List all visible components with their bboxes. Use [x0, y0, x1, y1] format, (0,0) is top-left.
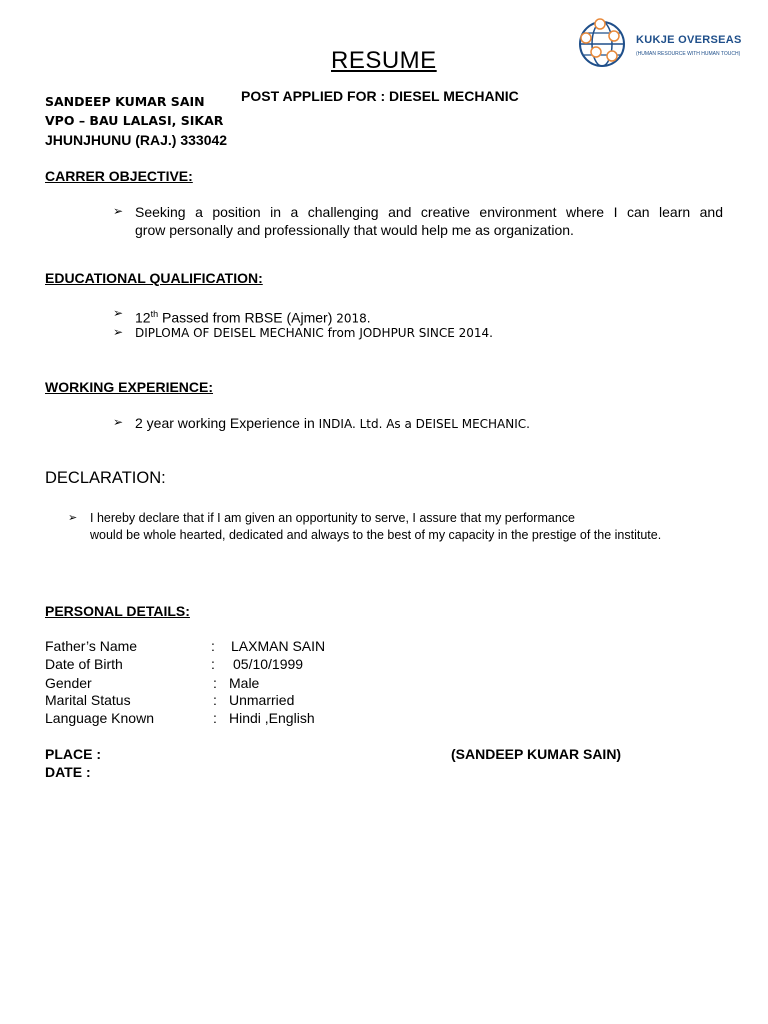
- education-item-2: [113, 325, 713, 343]
- pd-colon: :: [211, 656, 215, 672]
- pd-value-father: LAXMAN SAIN: [231, 638, 326, 654]
- logo-name: KUKJE OVERSEAS: [636, 34, 742, 46]
- experience-item: [113, 414, 713, 434]
- arrow-bullet-icon: ➢: [113, 415, 124, 429]
- education-item-1-grade: 12: [135, 309, 151, 326]
- experience-company: INDIA. Ltd. As a DEISEL MECHANIC.: [318, 417, 530, 431]
- arrow-bullet-icon: ➢: [113, 325, 124, 339]
- pd-value-dob: 05/10/1999: [233, 656, 304, 672]
- signature-name: (SANDEEP KUMAR SAIN): [451, 746, 622, 762]
- education-item-1-sup: th: [150, 309, 159, 319]
- pd-label-father: Father’s Name: [45, 638, 138, 654]
- experience-heading: WORKING EXPERIENCE:: [45, 379, 214, 395]
- education-item-2-text: DIPLOMA OF DEISEL MECHANIC from JODHPUR SINCE 2014.: [135, 326, 493, 340]
- pd-label-language: Language Known: [45, 710, 154, 726]
- globe-people-logo-icon: [576, 16, 636, 68]
- education-item-1: [113, 305, 713, 325]
- pd-label-marital: Marital Status: [45, 692, 131, 708]
- place-label: PLACE :: [45, 746, 101, 762]
- education-heading: EDUCATIONAL QUALIFICATION:: [45, 270, 263, 286]
- arrow-bullet-icon: ➢: [68, 512, 78, 524]
- career-objective-line-1: Seeking a position in a challenging and creative environment where I can learn and: [135, 204, 723, 220]
- logo-tagline: (HUMAN RESOURCE WITH HUMAN TOUCH): [636, 51, 741, 57]
- pd-value-marital: Unmarried: [229, 692, 295, 708]
- declaration-line-1: I hereby declare that if I am given an opportunity to serve, I assure that my performance: [90, 511, 575, 525]
- address-line-3: JHUNJHUNU (RAJ.) 333042: [45, 132, 228, 148]
- personal-details-heading: PERSONAL DETAILS:: [45, 603, 190, 619]
- pd-colon: :: [213, 675, 217, 691]
- career-objective-heading: CARRER OBJECTIVE:: [45, 168, 193, 184]
- declaration-line-2: would be whole hearted, dedicated and always to the best of my capacity in the prestige of the institute.: [90, 528, 662, 542]
- arrow-bullet-icon: ➢: [113, 306, 124, 320]
- candidate-name: SANDEEP KUMAR SAIN: [45, 94, 205, 109]
- pd-value-gender: Male: [229, 675, 260, 691]
- pd-colon: :: [211, 638, 215, 654]
- post-applied: POST APPLIED FOR : DIESEL MECHANIC: [241, 88, 519, 104]
- pd-label-gender: Gender: [45, 675, 92, 691]
- arrow-bullet-icon: ➢: [113, 204, 124, 218]
- pd-label-dob: Date of Birth: [45, 656, 123, 672]
- career-objective-line-2: grow personally and professionally that would help me as organization.: [135, 222, 574, 238]
- pd-value-language: Hindi ,English: [229, 710, 315, 726]
- address-line-2: VPO – BAU LALASI, SIKAR: [45, 113, 224, 128]
- pd-colon: :: [213, 692, 217, 708]
- experience-text: 2 year working Experience in: [135, 415, 319, 431]
- education-item-1-text: Passed from RBSE (Ajmer): [158, 309, 337, 326]
- education-item-1-year: 2018.: [336, 311, 371, 326]
- pd-colon: :: [213, 710, 217, 726]
- date-label: DATE :: [45, 764, 91, 780]
- page-title: RESUME: [331, 47, 437, 74]
- declaration-heading: DECLARATION:: [45, 469, 166, 487]
